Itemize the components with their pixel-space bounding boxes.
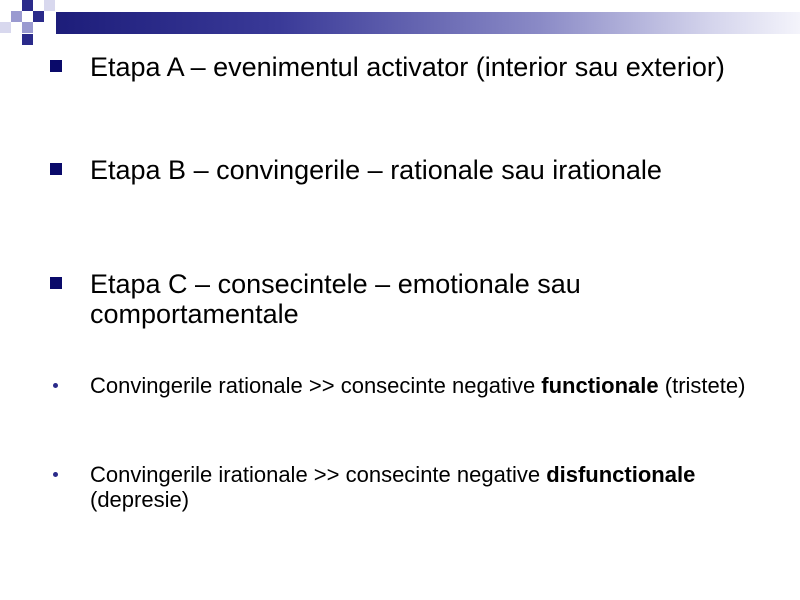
sub-bullet-suffix: (tristete) — [658, 373, 746, 398]
decor-square — [11, 11, 22, 22]
sub-bullet-text — [90, 373, 770, 398]
square-bullet-icon — [50, 60, 62, 72]
bullet-text: Etapa B – convingerile – rationale sau irationale — [90, 155, 662, 185]
square-bullet-icon — [50, 163, 62, 175]
sub-bullet-suffix: (depresie) — [90, 487, 190, 512]
square-bullet-icon — [50, 277, 62, 289]
decor-square — [22, 22, 33, 33]
header-decoration — [0, 0, 800, 50]
decor-square — [22, 0, 33, 11]
bullet-text: Etapa C – consecintele – emotionale sau comportamentale — [90, 269, 581, 329]
sub-bullet-text — [90, 462, 770, 512]
sub-bullet-bold: functionale — [541, 373, 659, 398]
sub-bullet-irationale — [90, 462, 770, 512]
decor-square — [44, 0, 55, 11]
dot-bullet-icon — [53, 383, 58, 388]
header-gradient-bar — [56, 12, 800, 34]
sub-bullet-rationale — [90, 373, 770, 398]
bullet-etapa-c — [90, 269, 770, 329]
decor-square — [22, 34, 33, 45]
decor-square — [33, 11, 44, 22]
dot-bullet-icon — [53, 472, 58, 477]
sub-bullet-prefix: Convingerile irationale >> consecinte negative — [90, 462, 547, 487]
bullet-etapa-a — [90, 52, 770, 82]
sub-bullet-bold: disfunctionale — [546, 462, 696, 487]
sub-bullet-prefix: Convingerile rationale >> consecinte negative — [90, 373, 542, 398]
decor-square — [0, 22, 11, 33]
bullet-text: Etapa A – evenimentul activator (interior sau exterior) — [90, 52, 725, 82]
bullet-etapa-b — [90, 155, 770, 185]
